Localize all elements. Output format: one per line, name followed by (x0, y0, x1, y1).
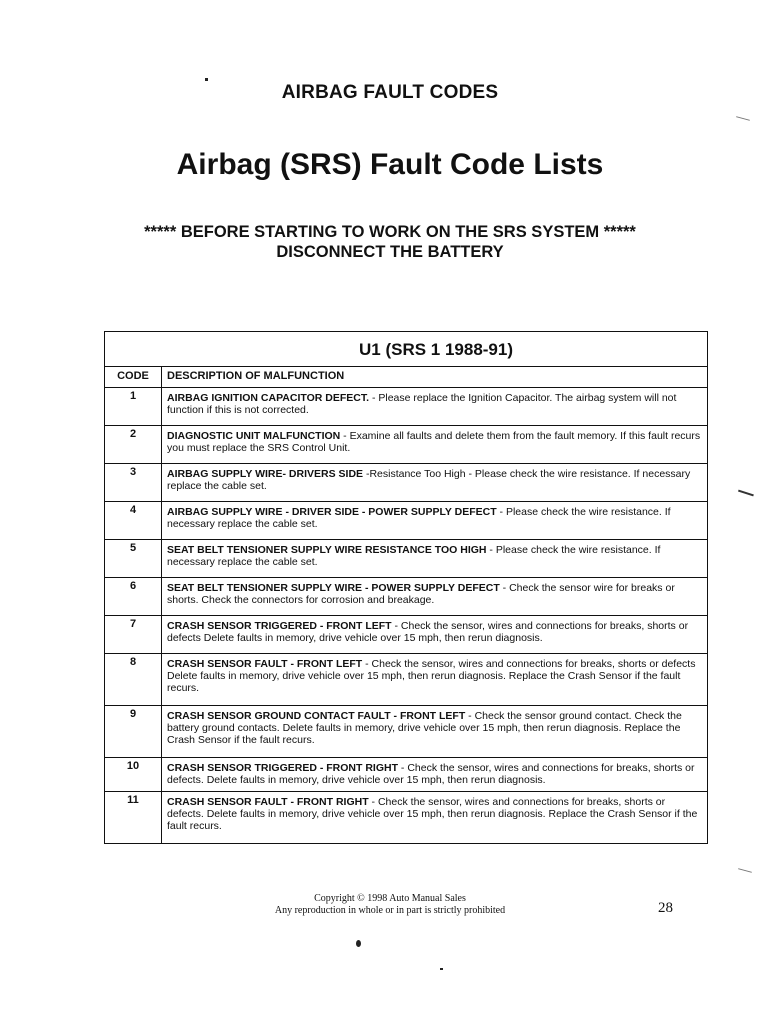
fault-code: 11 (105, 792, 162, 843)
fault-name: AIRBAG SUPPLY WIRE- DRIVERS SIDE (167, 468, 364, 480)
fault-description (162, 792, 707, 843)
fault-description (162, 502, 707, 539)
fault-code: 9 (105, 706, 162, 757)
table-row (105, 502, 707, 540)
scan-speck (205, 78, 208, 81)
fault-code-table (104, 331, 708, 844)
fault-description (162, 706, 707, 757)
fault-name: CRASH SENSOR TRIGGERED - FRONT LEFT (167, 620, 392, 632)
fault-description (162, 464, 707, 501)
fault-name: SEAT BELT TENSIONER SUPPLY WIRE - POWER SUPPLY DEFECT (167, 582, 500, 594)
fault-detail: - Check the sensor, wires and connections for breaks, shorts or defects. Delete faults in memory, drive vehicle over 15 mph, then rerun diagnosis. (167, 762, 695, 786)
table-row (105, 426, 707, 464)
fault-name: AIRBAG IGNITION CAPACITOR DEFECT. (167, 392, 370, 404)
scan-speck (440, 968, 443, 970)
table-row (105, 792, 707, 843)
copyright-text: Copyright © 1998 Auto Manual Sales (314, 893, 466, 904)
table-title: U1 (SRS 1 1988-91) (105, 332, 707, 367)
fault-code: 2 (105, 426, 162, 463)
fault-name: CRASH SENSOR GROUND CONTACT FAULT - FRONT LEFT (167, 710, 466, 722)
table-row (105, 654, 707, 706)
fault-code: 6 (105, 578, 162, 615)
fault-name: CRASH SENSOR FAULT - FRONT RIGHT (167, 796, 369, 808)
fault-name: DIAGNOSTIC UNIT MALFUNCTION (167, 430, 341, 442)
warning-notice (0, 222, 768, 262)
fault-code: 3 (105, 464, 162, 501)
fault-code: 8 (105, 654, 162, 705)
fault-code: 5 (105, 540, 162, 577)
fault-description (162, 616, 707, 653)
fault-detail: - Examine all faults and delete them from the fault memory. If this fault recurs you must replace the SRS Control Unit. (167, 430, 701, 454)
reproduction-notice: Any reproduction in whole or in part is strictly prohibited (274, 905, 506, 916)
scan-speck (738, 490, 754, 496)
table-row (105, 540, 707, 578)
fault-detail: -Resistance Too High - Please check the wire resistance. If necessary replace the cable set. (167, 468, 691, 492)
fault-detail: - Check the sensor ground contact. Check the battery ground contacts. Delete faults in memory, drive vehicle over 15 mph, then rerun diagnosis. Replace the Crash Sensor if the fault recurs. (167, 710, 682, 746)
table-header-row (105, 367, 707, 388)
table-row (105, 388, 707, 426)
table-row (105, 464, 707, 502)
table-row (105, 706, 707, 758)
fault-detail: - Check the sensor, wires and connections for breaks, shorts or defects. Delete faults in memory, drive vehicle over 15 mph, then rerun diagnosis. Replace the Crash Sensor if the fault recurs. (167, 796, 698, 832)
table-row (105, 616, 707, 654)
fault-description (162, 578, 707, 615)
fault-name: AIRBAG SUPPLY WIRE - DRIVER SIDE - POWER SUPPLY DEFECT (167, 506, 497, 518)
fault-name: CRASH SENSOR FAULT - FRONT LEFT (167, 658, 363, 670)
fault-code: 4 (105, 502, 162, 539)
table-row (105, 758, 707, 792)
scan-speck (738, 868, 752, 873)
fault-detail: - Check the sensor wire for breaks or shorts. Check the connectors for corrosion and breakage. (167, 582, 675, 606)
fault-description (162, 426, 707, 463)
page-header: AIRBAG FAULT CODES (281, 82, 499, 103)
fault-description (162, 758, 707, 791)
fault-code: 1 (105, 388, 162, 425)
fault-description (162, 540, 707, 577)
fault-code: 10 (105, 758, 162, 791)
column-header-code: CODE (105, 367, 162, 387)
scan-speck (356, 940, 361, 947)
warning-line-2: DISCONNECT THE BATTERY (276, 243, 504, 261)
fault-name: CRASH SENSOR TRIGGERED - FRONT RIGHT (167, 762, 399, 774)
fault-name: SEAT BELT TENSIONER SUPPLY WIRE RESISTANCE TOO HIGH (167, 544, 487, 556)
fault-detail: - Please check the wire resistance. If necessary replace the cable set. (167, 544, 661, 568)
fault-detail: - Check the sensor, wires and connections for breaks, shorts or defects Delete faults in memory, drive vehicle over 15 mph, then rerun diagnosis. (167, 620, 689, 644)
fault-description (162, 388, 707, 425)
fault-code: 7 (105, 616, 162, 653)
fault-detail: - Please replace the Ignition Capacitor. The airbag system will not function if this is not corrected. (167, 392, 677, 416)
fault-detail: - Please check the wire resistance. If necessary replace the cable set. (167, 506, 671, 530)
column-header-description: DESCRIPTION OF MALFUNCTION (167, 370, 345, 382)
fault-description (162, 654, 707, 705)
page-title: Airbag (SRS) Fault Code Lists (176, 148, 604, 181)
table-row (105, 578, 707, 616)
warning-line-1: ***** BEFORE STARTING TO WORK ON THE SRS SYSTEM ***** (144, 223, 636, 241)
scan-speck (736, 116, 750, 121)
fault-detail: - Check the sensor, wires and connections for breaks, shorts or defects Delete faults in memory, drive vehicle over 15 mph, then rerun diagnosis. Replace the Crash Sensor if the fault recurs. (167, 658, 696, 694)
page-number: 28 (658, 900, 673, 916)
footer-copyright (240, 893, 540, 917)
